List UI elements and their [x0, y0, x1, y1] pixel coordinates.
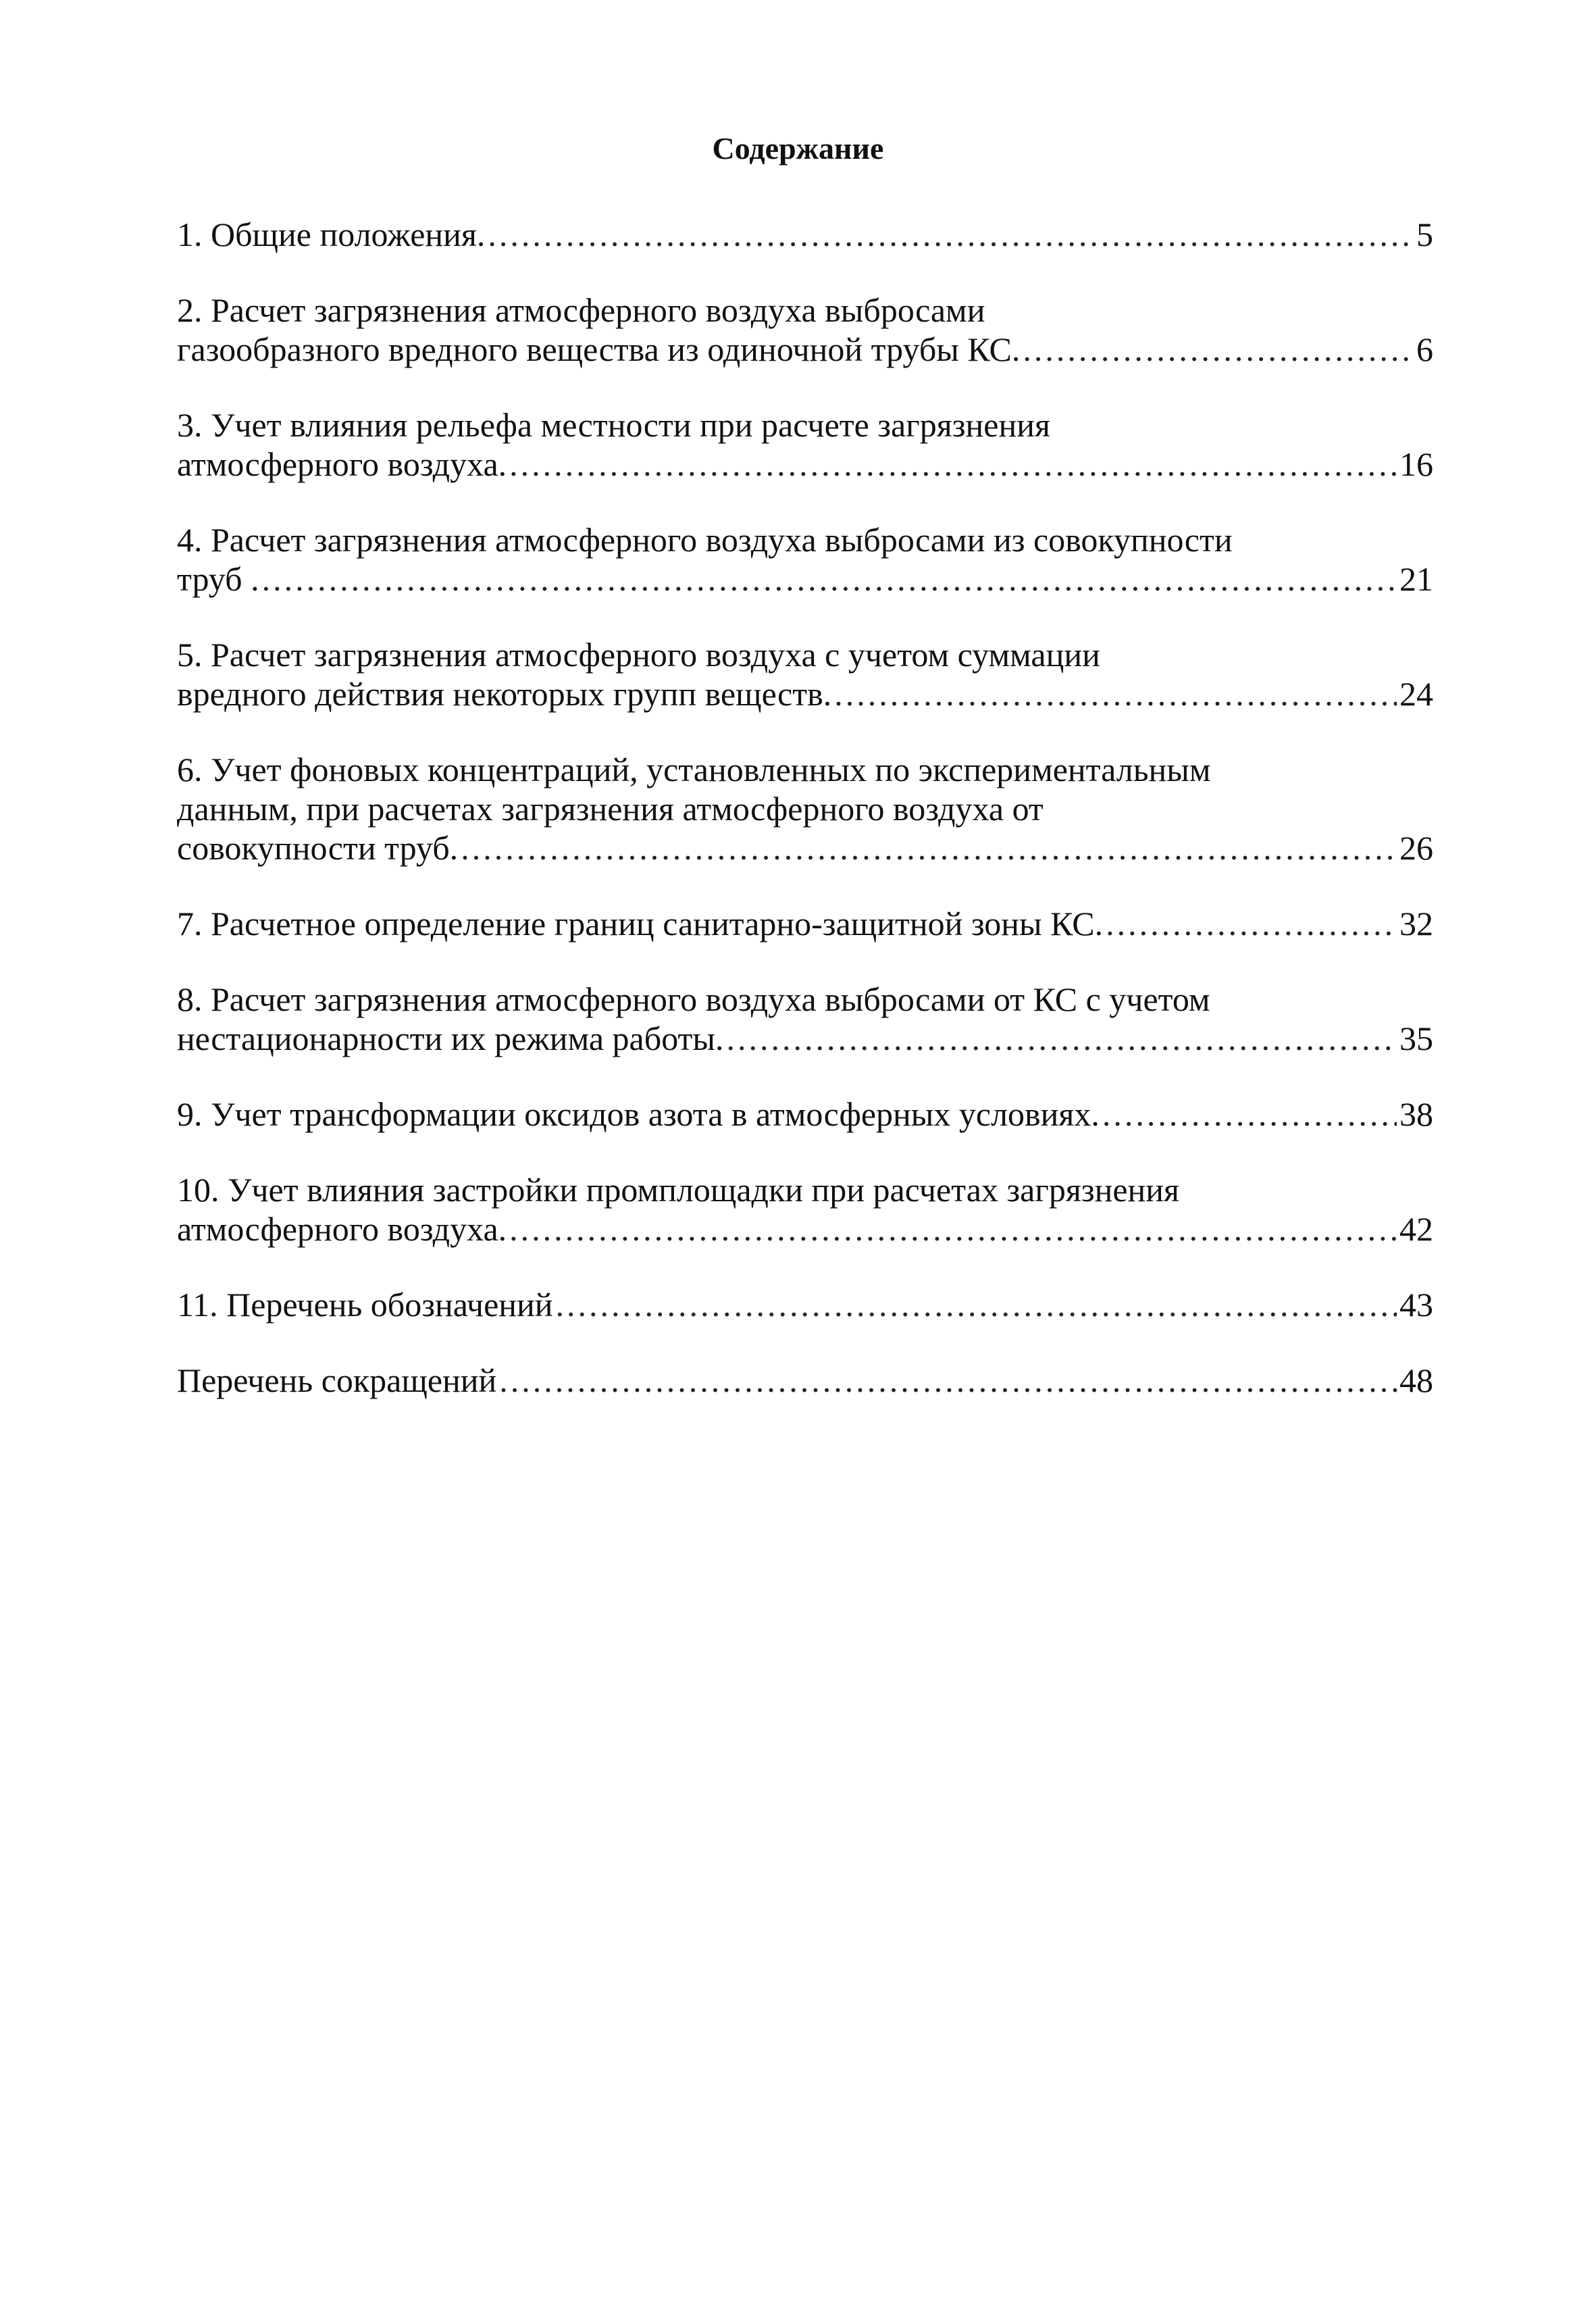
toc-entry-text: 4. Расчет загрязнения атмосферного воздуха выбросами из совокупности — [177, 521, 1233, 559]
dot-leader — [834, 674, 1397, 713]
toc-entry — [177, 291, 1433, 369]
toc-page-number: 21 — [1399, 560, 1433, 598]
toc-entry-text: 3. Учет влияния рельефа местности при расчете загрязнения — [177, 406, 1050, 444]
toc-page-number: 6 — [1416, 330, 1433, 368]
toc-entry-text: 8. Расчет загрязнения атмосферного воздуха выбросами от КС с учетом — [177, 980, 1210, 1018]
toc-page-number: 42 — [1399, 1210, 1433, 1248]
toc-entry — [177, 405, 1433, 484]
toc-entry-text: данным, при расчетах загрязнения атмосферного воздуха от — [177, 790, 1044, 828]
toc-entry-last-line — [177, 330, 1433, 369]
toc-entry-last-line — [177, 1095, 1433, 1134]
toc-entry — [177, 520, 1433, 599]
toc-entry — [177, 635, 1433, 713]
toc-entry-text: газообразного вредного вещества из одиночной трубы КС. — [177, 330, 1021, 368]
toc-entry-text: нестационарности их режима работы. — [177, 1020, 724, 1057]
toc-entry-last-line — [177, 828, 1433, 867]
toc-page-number: 5 — [1416, 216, 1433, 253]
page-title: Содержание — [712, 131, 884, 166]
toc-entry-last-line — [177, 1209, 1433, 1249]
toc-page-number: 35 — [1399, 1020, 1433, 1057]
toc-page-number: 43 — [1399, 1286, 1433, 1324]
toc-entry-last-line — [177, 674, 1433, 713]
toc-entry-text: 7. Расчетное определение границ санитарно-защитной зоны КС. — [177, 905, 1104, 942]
toc-entry — [177, 750, 1433, 867]
toc-entry-text: 10. Учет влияния застройки промплощадки при расчетах загрязнения — [177, 1171, 1180, 1209]
dot-leader — [488, 215, 1414, 254]
toc-entry-text: вредного действия некоторых групп веществ. — [177, 675, 832, 713]
dot-leader — [1102, 1095, 1397, 1134]
toc-entry-text: труб . — [177, 560, 259, 598]
toc-page-number: 48 — [1399, 1361, 1433, 1399]
toc-entry — [177, 1170, 1433, 1249]
dot-leader — [499, 1361, 1397, 1400]
toc-entry — [177, 980, 1433, 1058]
toc-entry-text: 9. Учет трансформации оксидов азота в атмосферных условиях. — [177, 1095, 1100, 1133]
toc-entry — [177, 1095, 1433, 1134]
toc-entry-text: 6. Учет фоновых концентраций, установленных по экспериментальным — [177, 751, 1211, 788]
toc-entry — [177, 215, 1433, 254]
dot-leader — [726, 1019, 1397, 1058]
table-of-contents — [177, 215, 1433, 1436]
toc-page-number: 16 — [1399, 445, 1433, 483]
toc-entry-text: атмосферного воздуха. — [177, 445, 507, 483]
toc-entry — [177, 1361, 1433, 1400]
toc-entry-text: 1. Общие положения. — [177, 216, 486, 253]
toc-entry-last-line — [177, 445, 1433, 484]
toc-entry-text: атмосферного воздуха. — [177, 1210, 507, 1248]
dot-leader — [509, 445, 1397, 484]
toc-entry-last-line — [177, 1285, 1433, 1324]
dot-leader — [509, 1209, 1397, 1249]
toc-page-number: 32 — [1399, 905, 1433, 942]
toc-entry-last-line — [177, 215, 1433, 254]
dot-leader — [262, 559, 1397, 599]
toc-entry-text: 5. Расчет загрязнения атмосферного воздуха с учетом суммации — [177, 636, 1100, 674]
dot-leader — [556, 1285, 1397, 1324]
toc-entry-text: совокупности труб. — [177, 829, 459, 867]
toc-entry — [177, 904, 1433, 943]
dot-leader — [461, 828, 1397, 867]
toc-page-number: 26 — [1399, 829, 1433, 867]
toc-page-number: 24 — [1399, 675, 1433, 713]
toc-entry-text: 11. Перечень обозначений — [177, 1286, 553, 1324]
dot-leader — [1106, 904, 1397, 943]
toc-entry-last-line — [177, 904, 1433, 943]
dot-leader — [1023, 330, 1414, 369]
toc-entry-last-line — [177, 559, 1433, 599]
toc-entry-last-line — [177, 1019, 1433, 1058]
toc-entry-text: 2. Расчет загрязнения атмосферного воздуха выбросами — [177, 291, 985, 329]
toc-entry — [177, 1285, 1433, 1324]
toc-entry-text: Перечень сокращений — [177, 1361, 497, 1399]
toc-entry-last-line — [177, 1361, 1433, 1400]
toc-page-number: 38 — [1399, 1095, 1433, 1133]
